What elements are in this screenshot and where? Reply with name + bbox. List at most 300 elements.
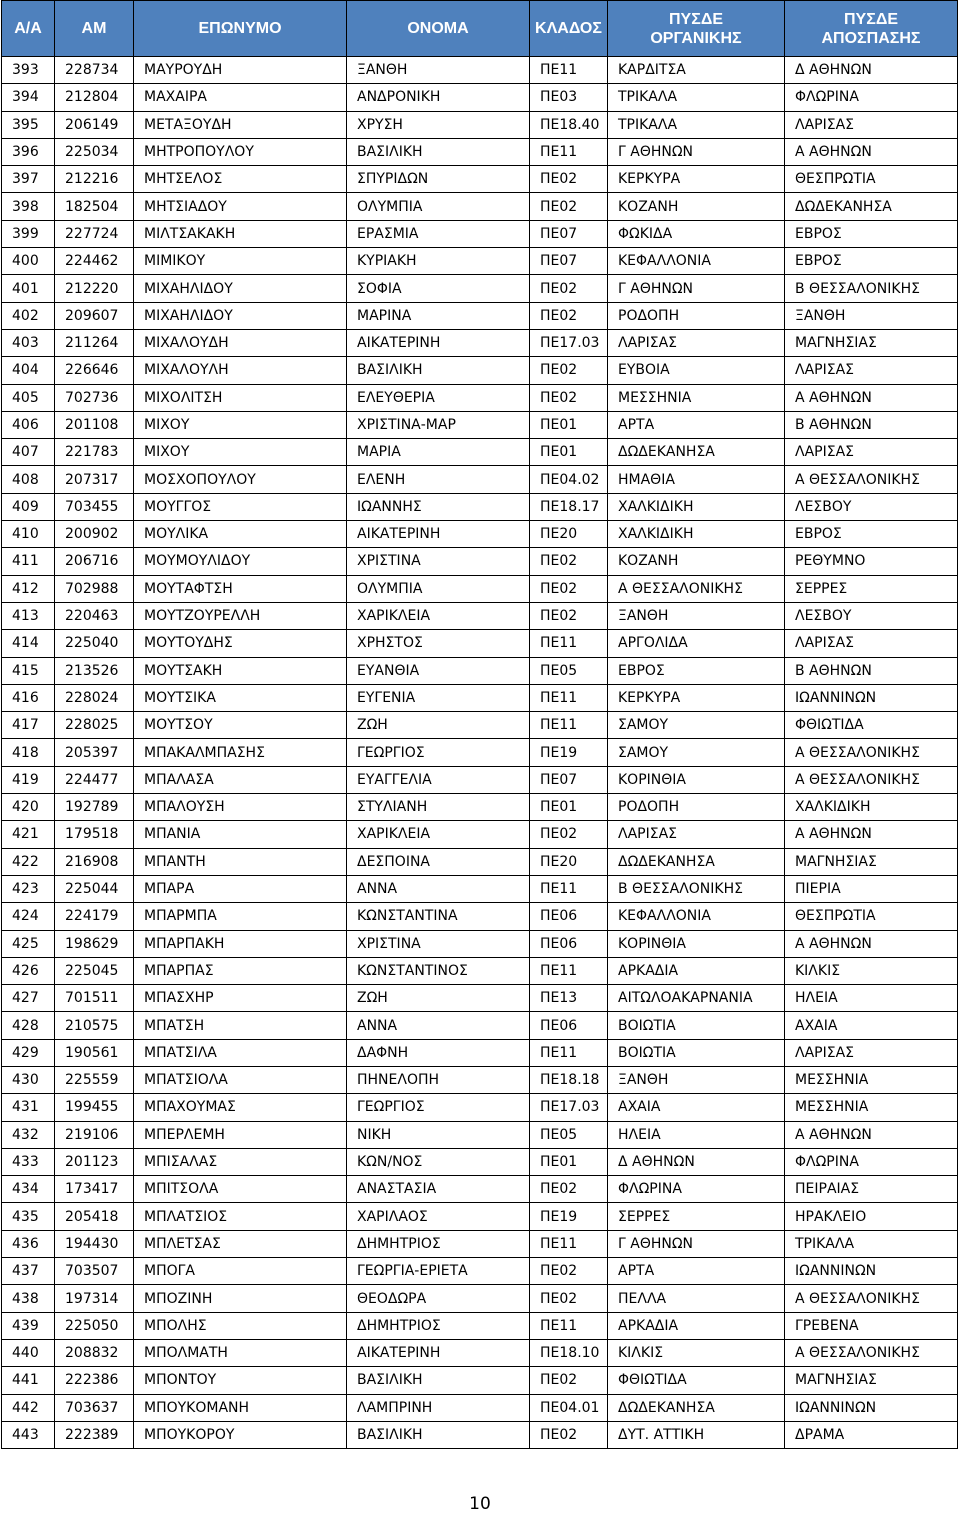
cell-klados: ΠΕ18.40 [530, 111, 608, 138]
cell-aa: 396 [2, 138, 55, 165]
cell-aa: 442 [2, 1394, 55, 1421]
cell-pysde-apospasis: ΗΡΑΚΛΕΙΟ [785, 1203, 958, 1230]
cell-onoma: ΠΗΝΕΛΟΠΗ [347, 1066, 530, 1093]
table-row [2, 1421, 958, 1448]
cell-am: 228734 [55, 57, 134, 84]
cell-aa: 443 [2, 1421, 55, 1448]
cell-aa: 414 [2, 630, 55, 657]
header-pysde-organikis-line1: ΠΥΣΔΕ [668, 10, 723, 28]
cell-aa: 425 [2, 930, 55, 957]
cell-am: 198629 [55, 930, 134, 957]
cell-pysde-organikis: ΒΟΙΩΤΙΑ [608, 1039, 785, 1066]
table-row [2, 766, 958, 793]
cell-klados: ΠΕ11 [530, 630, 608, 657]
cell-aa: 441 [2, 1367, 55, 1394]
cell-pysde-organikis: ΚΟΡΙΝΘΙΑ [608, 766, 785, 793]
cell-aa: 401 [2, 275, 55, 302]
cell-am: 219106 [55, 1121, 134, 1148]
cell-pysde-apospasis: ΑΧΑΙΑ [785, 1012, 958, 1039]
cell-klados: ΠΕ18.18 [530, 1066, 608, 1093]
cell-pysde-apospasis: Α ΑΘΗΝΩΝ [785, 384, 958, 411]
cell-am: 221783 [55, 439, 134, 466]
table-row [2, 248, 958, 275]
cell-pysde-apospasis: ΔΡΑΜΑ [785, 1421, 958, 1448]
cell-aa: 435 [2, 1203, 55, 1230]
cell-eponymo: ΜΠΕΡΛΕΜΗ [134, 1121, 347, 1148]
cell-pysde-apospasis: ΦΛΩΡΙΝΑ [785, 84, 958, 111]
cell-am: 225045 [55, 957, 134, 984]
table-row [2, 1394, 958, 1421]
cell-am: 703637 [55, 1394, 134, 1421]
cell-eponymo: ΜΟΥΤΑΦΤΣΗ [134, 575, 347, 602]
cell-onoma: ΕΛΕΝΗ [347, 466, 530, 493]
cell-klados: ΠΕ02 [530, 575, 608, 602]
cell-am: 207317 [55, 466, 134, 493]
cell-eponymo: ΜΟΥΓΓΟΣ [134, 493, 347, 520]
table-row [2, 1312, 958, 1339]
cell-klados: ΠΕ07 [530, 220, 608, 247]
cell-aa: 430 [2, 1066, 55, 1093]
cell-pysde-apospasis: Β ΑΘΗΝΩΝ [785, 411, 958, 438]
cell-am: 703455 [55, 493, 134, 520]
cell-pysde-apospasis: Β ΑΘΗΝΩΝ [785, 657, 958, 684]
header-klados: ΚΛΑΔΟΣ [530, 1, 608, 57]
cell-am: 213526 [55, 657, 134, 684]
cell-pysde-organikis: ΛΑΡΙΣΑΣ [608, 329, 785, 356]
cell-pysde-apospasis: ΗΛΕΙΑ [785, 985, 958, 1012]
cell-pysde-organikis: ΚΙΛΚΙΣ [608, 1339, 785, 1366]
header-pysde-organikis [608, 1, 785, 57]
cell-klados: ΠΕ11 [530, 1039, 608, 1066]
cell-eponymo: ΜΠΑΡΜΠΑ [134, 903, 347, 930]
cell-aa: 403 [2, 329, 55, 356]
table-body [2, 57, 958, 1449]
cell-pysde-organikis: ΚΕΡΚΥΡΑ [608, 166, 785, 193]
cell-onoma: ΒΑΣΙΛΙΚΗ [347, 138, 530, 165]
cell-am: 703507 [55, 1258, 134, 1285]
cell-pysde-apospasis: ΜΕΣΣΗΝΙΑ [785, 1094, 958, 1121]
cell-pysde-apospasis: Α ΑΘΗΝΩΝ [785, 1121, 958, 1148]
cell-onoma: ΑΝΔΡΟΝΙΚΗ [347, 84, 530, 111]
cell-aa: 426 [2, 957, 55, 984]
table-row [2, 1258, 958, 1285]
cell-pysde-organikis: ΔΥΤ. ΑΤΤΙΚΗ [608, 1421, 785, 1448]
table-row [2, 1285, 958, 1312]
cell-pysde-organikis: Β ΘΕΣΣΑΛΟΝΙΚΗΣ [608, 875, 785, 902]
cell-klados: ΠΕ06 [530, 1012, 608, 1039]
cell-am: 182504 [55, 193, 134, 220]
cell-aa: 416 [2, 684, 55, 711]
cell-eponymo: ΜΠΙΤΣΟΛΑ [134, 1176, 347, 1203]
cell-am: 226646 [55, 357, 134, 384]
cell-am: 205418 [55, 1203, 134, 1230]
cell-aa: 415 [2, 657, 55, 684]
cell-aa: 409 [2, 493, 55, 520]
cell-onoma: ΚΩΝ/ΝΟΣ [347, 1148, 530, 1175]
cell-eponymo: ΜΙΧΑΛΟΥΛΗ [134, 357, 347, 384]
cell-eponymo: ΜΕΤΑΞΟΥΔΗ [134, 111, 347, 138]
cell-pysde-apospasis: Α ΘΕΣΣΑΛΟΝΙΚΗΣ [785, 1285, 958, 1312]
cell-am: 201108 [55, 411, 134, 438]
cell-pysde-organikis: Α ΘΕΣΣΑΛΟΝΙΚΗΣ [608, 575, 785, 602]
cell-klados: ΠΕ02 [530, 1285, 608, 1312]
cell-onoma: ΕΥΓΕΝΙΑ [347, 684, 530, 711]
cell-onoma: ΧΡΙΣΤΙΝΑ [347, 930, 530, 957]
table-row [2, 1148, 958, 1175]
cell-klados: ΠΕ02 [530, 357, 608, 384]
cell-am: 225044 [55, 875, 134, 902]
table-row [2, 84, 958, 111]
cell-aa: 419 [2, 766, 55, 793]
cell-eponymo: ΜΠΟΓΑ [134, 1258, 347, 1285]
cell-eponymo: ΜΠΟΝΤΟΥ [134, 1367, 347, 1394]
cell-onoma: ΛΑΜΠΡΙΝΗ [347, 1394, 530, 1421]
header-aa: Α/Α [2, 1, 55, 57]
cell-pysde-organikis: ΕΥΒΟΙΑ [608, 357, 785, 384]
table-row [2, 138, 958, 165]
cell-aa: 407 [2, 439, 55, 466]
cell-onoma: ΜΑΡΙΑ [347, 439, 530, 466]
table-row [2, 1367, 958, 1394]
cell-pysde-organikis: ΛΑΡΙΣΑΣ [608, 821, 785, 848]
cell-onoma: ΜΑΡΙΝΑ [347, 302, 530, 329]
table-row [2, 821, 958, 848]
cell-klados: ΠΕ02 [530, 1176, 608, 1203]
cell-pysde-organikis: Γ ΑΘΗΝΩΝ [608, 275, 785, 302]
cell-pysde-apospasis: Α ΑΘΗΝΩΝ [785, 821, 958, 848]
cell-am: 206716 [55, 548, 134, 575]
cell-onoma: ΚΥΡΙΑΚΗ [347, 248, 530, 275]
cell-am: 212220 [55, 275, 134, 302]
cell-eponymo: ΜΙΜΙΚΟΥ [134, 248, 347, 275]
table-header [2, 1, 958, 57]
cell-pysde-apospasis: Α ΘΕΣΣΑΛΟΝΙΚΗΣ [785, 466, 958, 493]
cell-am: 225050 [55, 1312, 134, 1339]
cell-onoma: ΝΙΚΗ [347, 1121, 530, 1148]
cell-eponymo: ΜΟΥΤΣΟΥ [134, 712, 347, 739]
table-row [2, 712, 958, 739]
cell-klados: ΠΕ02 [530, 166, 608, 193]
cell-pysde-organikis: ΔΩΔΕΚΑΝΗΣΑ [608, 848, 785, 875]
cell-pysde-apospasis: ΛΕΣΒΟΥ [785, 602, 958, 629]
cell-klados: ΠΕ01 [530, 439, 608, 466]
cell-klados: ΠΕ19 [530, 739, 608, 766]
cell-am: 200902 [55, 521, 134, 548]
cell-pysde-apospasis: Α ΘΕΣΣΑΛΟΝΙΚΗΣ [785, 1339, 958, 1366]
table-row [2, 657, 958, 684]
teacher-list-table-container [1, 0, 957, 1449]
cell-onoma: ΘΕΟΔΩΡΑ [347, 1285, 530, 1312]
cell-pysde-apospasis: ΕΒΡΟΣ [785, 220, 958, 247]
cell-eponymo: ΜΠΑΤΣΗ [134, 1012, 347, 1039]
cell-klados: ΠΕ17.03 [530, 329, 608, 356]
cell-klados: ΠΕ11 [530, 1230, 608, 1257]
cell-pysde-apospasis: Α ΑΘΗΝΩΝ [785, 138, 958, 165]
table-row [2, 794, 958, 821]
cell-pysde-organikis: ΠΕΛΛΑ [608, 1285, 785, 1312]
table-row [2, 875, 958, 902]
table-row [2, 630, 958, 657]
cell-am: 192789 [55, 794, 134, 821]
cell-am: 208832 [55, 1339, 134, 1366]
header-am: ΑΜ [55, 1, 134, 57]
cell-eponymo: ΜΗΤΣΕΛΟΣ [134, 166, 347, 193]
cell-pysde-organikis: ΤΡΙΚΑΛΑ [608, 84, 785, 111]
table-row [2, 1230, 958, 1257]
cell-klados: ΠΕ01 [530, 1148, 608, 1175]
table-row [2, 575, 958, 602]
cell-pysde-organikis: ΑΡΚΑΔΙΑ [608, 1312, 785, 1339]
cell-aa: 410 [2, 521, 55, 548]
cell-am: 227724 [55, 220, 134, 247]
cell-onoma: ΒΑΣΙΛΙΚΗ [347, 357, 530, 384]
cell-klados: ΠΕ20 [530, 521, 608, 548]
cell-onoma: ΓΕΩΡΓΙΑ-ΕΡΙΕΤΑ [347, 1258, 530, 1285]
cell-klados: ΠΕ11 [530, 875, 608, 902]
table-row [2, 220, 958, 247]
cell-eponymo: ΜΟΣΧΟΠΟΥΛΟΥ [134, 466, 347, 493]
cell-am: 222389 [55, 1421, 134, 1448]
cell-pysde-apospasis: Δ ΑΘΗΝΩΝ [785, 57, 958, 84]
cell-onoma: ΣΠΥΡΙΔΩΝ [347, 166, 530, 193]
cell-pysde-organikis: ΡΟΔΟΠΗ [608, 794, 785, 821]
cell-pysde-apospasis: ΛΑΡΙΣΑΣ [785, 357, 958, 384]
cell-aa: 428 [2, 1012, 55, 1039]
header-eponymo: ΕΠΩΝΥΜΟ [134, 1, 347, 57]
cell-eponymo: ΜΠΟΛΗΣ [134, 1312, 347, 1339]
cell-am: 224179 [55, 903, 134, 930]
header-pysde-apospasis [785, 1, 958, 57]
cell-pysde-apospasis: ΛΑΡΙΣΑΣ [785, 439, 958, 466]
cell-pysde-apospasis: Β ΘΕΣΣΑΛΟΝΙΚΗΣ [785, 275, 958, 302]
cell-am: 702988 [55, 575, 134, 602]
cell-onoma: ΓΕΩΡΓΙΟΣ [347, 739, 530, 766]
cell-pysde-apospasis: ΕΒΡΟΣ [785, 521, 958, 548]
cell-eponymo: ΜΠΙΣΑΛΑΣ [134, 1148, 347, 1175]
cell-klados: ΠΕ02 [530, 602, 608, 629]
cell-pysde-apospasis: ΓΡΕΒΕΝΑ [785, 1312, 958, 1339]
header-pysde-apospasis-line1: ΠΥΣΔΕ [844, 10, 898, 28]
cell-eponymo: ΜΗΤΡΟΠΟΥΛΟΥ [134, 138, 347, 165]
cell-aa: 397 [2, 166, 55, 193]
cell-onoma: ΑΝΝΑ [347, 1012, 530, 1039]
cell-eponymo: ΜΙΧΑΛΟΥΔΗ [134, 329, 347, 356]
cell-pysde-organikis: ΦΩΚΙΔΑ [608, 220, 785, 247]
cell-am: 205397 [55, 739, 134, 766]
cell-onoma: ΕΥΑΝΘΙΑ [347, 657, 530, 684]
cell-pysde-apospasis: ΞΑΝΘΗ [785, 302, 958, 329]
cell-am: 224462 [55, 248, 134, 275]
cell-am: 201123 [55, 1148, 134, 1175]
cell-onoma: ΑΙΚΑΤΕΡΙΝΗ [347, 329, 530, 356]
cell-pysde-organikis: ΚΑΡΔΙΤΣΑ [608, 57, 785, 84]
cell-eponymo: ΜΟΥΤΖΟΥΡΕΛΛΗ [134, 602, 347, 629]
cell-am: 212216 [55, 166, 134, 193]
cell-onoma: ΒΑΣΙΛΙΚΗ [347, 1421, 530, 1448]
cell-onoma: ΚΩΝΣΤΑΝΤΙΝΑ [347, 903, 530, 930]
cell-pysde-apospasis: ΙΩΑΝΝΙΝΩΝ [785, 1258, 958, 1285]
cell-klados: ΠΕ11 [530, 57, 608, 84]
header-pysde-apospasis-line2: ΑΠΟΣΠΑΣΗΣ [821, 29, 921, 47]
cell-am: 702736 [55, 384, 134, 411]
cell-pysde-organikis: ΑΡΤΑ [608, 1258, 785, 1285]
cell-onoma: ΧΑΡΙΛΑΟΣ [347, 1203, 530, 1230]
table-row [2, 1121, 958, 1148]
cell-am: 197314 [55, 1285, 134, 1312]
cell-aa: 433 [2, 1148, 55, 1175]
teacher-list-table [1, 0, 958, 1449]
cell-pysde-apospasis: ΕΒΡΟΣ [785, 248, 958, 275]
cell-aa: 394 [2, 84, 55, 111]
cell-aa: 422 [2, 848, 55, 875]
cell-onoma: ΓΕΩΡΓΙΟΣ [347, 1094, 530, 1121]
cell-aa: 434 [2, 1176, 55, 1203]
cell-onoma: ΧΑΡΙΚΛΕΙΑ [347, 821, 530, 848]
table-row [2, 411, 958, 438]
cell-onoma: ΙΩΑΝΝΗΣ [347, 493, 530, 520]
cell-klados: ΠΕ03 [530, 84, 608, 111]
table-row [2, 848, 958, 875]
cell-aa: 423 [2, 875, 55, 902]
cell-am: 209607 [55, 302, 134, 329]
cell-pysde-apospasis: ΛΑΡΙΣΑΣ [785, 111, 958, 138]
cell-eponymo: ΜΠΟΖΙΝΗ [134, 1285, 347, 1312]
cell-klados: ΠΕ11 [530, 957, 608, 984]
cell-aa: 437 [2, 1258, 55, 1285]
cell-aa: 431 [2, 1094, 55, 1121]
cell-eponymo: ΜΠΑΚΑΛΜΠΑΣΗΣ [134, 739, 347, 766]
cell-aa: 427 [2, 985, 55, 1012]
table-row [2, 357, 958, 384]
table-row [2, 930, 958, 957]
cell-pysde-organikis: ΡΟΔΟΠΗ [608, 302, 785, 329]
cell-eponymo: ΜΙΛΤΣΑΚΑΚΗ [134, 220, 347, 247]
cell-pysde-apospasis: ΙΩΑΝΝΙΝΩΝ [785, 684, 958, 711]
cell-am: 173417 [55, 1176, 134, 1203]
cell-am: 701511 [55, 985, 134, 1012]
cell-pysde-organikis: ΣΕΡΡΕΣ [608, 1203, 785, 1230]
cell-klados: ΠΕ02 [530, 384, 608, 411]
cell-klados: ΠΕ11 [530, 1312, 608, 1339]
cell-aa: 440 [2, 1339, 55, 1366]
page-number: 10 [469, 1494, 491, 1514]
cell-eponymo: ΜΟΥΤΣΑΚΗ [134, 657, 347, 684]
cell-pysde-organikis: ΞΑΝΘΗ [608, 1066, 785, 1093]
cell-pysde-organikis: ΚΕΦΑΛΛΟΝΙΑ [608, 903, 785, 930]
cell-eponymo: ΜΟΥΜΟΥΛΙΔΟΥ [134, 548, 347, 575]
cell-eponymo: ΜΠΑΝΙΑ [134, 821, 347, 848]
cell-eponymo: ΜΑΥΡΟΥΔΗ [134, 57, 347, 84]
cell-pysde-apospasis: ΠΙΕΡΙΑ [785, 875, 958, 902]
cell-onoma: ΟΛΥΜΠΙΑ [347, 575, 530, 602]
cell-eponymo: ΜΠΛΑΤΣΙΟΣ [134, 1203, 347, 1230]
cell-pysde-organikis: ΞΑΝΘΗ [608, 602, 785, 629]
table-row [2, 602, 958, 629]
header-pysde-organikis-line2: ΟΡΓΑΝΙΚΗΣ [650, 29, 742, 47]
cell-eponymo: ΜΠΑΝΤΗ [134, 848, 347, 875]
cell-pysde-apospasis: ΛΑΡΙΣΑΣ [785, 630, 958, 657]
cell-eponymo: ΜΠΟΥΚΟΡΟΥ [134, 1421, 347, 1448]
cell-onoma: ΟΛΥΜΠΙΑ [347, 193, 530, 220]
cell-pysde-organikis: ΚΟΖΑΝΗ [608, 548, 785, 575]
table-row [2, 302, 958, 329]
cell-pysde-apospasis: ΛΑΡΙΣΑΣ [785, 1039, 958, 1066]
cell-eponymo: ΜΠΑΡΠΑΣ [134, 957, 347, 984]
cell-klados: ΠΕ01 [530, 411, 608, 438]
cell-klados: ΠΕ18.17 [530, 493, 608, 520]
cell-eponymo: ΜΠΑΧΟΥΜΑΣ [134, 1094, 347, 1121]
cell-pysde-organikis: Γ ΑΘΗΝΩΝ [608, 138, 785, 165]
cell-onoma: ΔΕΣΠΟΙΝΑ [347, 848, 530, 875]
cell-pysde-apospasis: ΜΑΓΝΗΣΙΑΣ [785, 329, 958, 356]
cell-pysde-apospasis: ΜΕΣΣΗΝΙΑ [785, 1066, 958, 1093]
cell-aa: 408 [2, 466, 55, 493]
cell-pysde-apospasis: Α ΘΕΣΣΑΛΟΝΙΚΗΣ [785, 766, 958, 793]
cell-eponymo: ΜΠΑΤΣΙΛΑ [134, 1039, 347, 1066]
cell-onoma: ΣΤΥΛΙΑΝΗ [347, 794, 530, 821]
cell-am: 228024 [55, 684, 134, 711]
header-row [2, 1, 958, 57]
cell-eponymo: ΜΟΥΤΣΙΚΑ [134, 684, 347, 711]
cell-pysde-organikis: ΧΑΛΚΙΔΙΚΗ [608, 521, 785, 548]
table-row [2, 1094, 958, 1121]
table-row [2, 903, 958, 930]
cell-eponymo: ΜΠΑΣΧΗΡ [134, 985, 347, 1012]
table-row [2, 166, 958, 193]
cell-eponymo: ΜΠΛΕΤΣΑΣ [134, 1230, 347, 1257]
cell-am: 224477 [55, 766, 134, 793]
cell-pysde-apospasis: Α ΑΘΗΝΩΝ [785, 930, 958, 957]
cell-eponymo: ΜΠΟΥΚΟΜΑΝΗ [134, 1394, 347, 1421]
cell-am: 210575 [55, 1012, 134, 1039]
cell-eponymo: ΜΙΧΟΥ [134, 411, 347, 438]
cell-pysde-apospasis: ΚΙΛΚΙΣ [785, 957, 958, 984]
cell-eponymo: ΜΠΑΡΠΑΚΗ [134, 930, 347, 957]
cell-pysde-organikis: ΗΜΑΘΙΑ [608, 466, 785, 493]
cell-klados: ΠΕ11 [530, 712, 608, 739]
cell-pysde-apospasis: ΜΑΓΝΗΣΙΑΣ [785, 1367, 958, 1394]
cell-pysde-apospasis: ΣΕΡΡΕΣ [785, 575, 958, 602]
cell-pysde-apospasis: ΔΩΔΕΚΑΝΗΣΑ [785, 193, 958, 220]
cell-pysde-apospasis: ΜΑΓΝΗΣΙΑΣ [785, 848, 958, 875]
cell-pysde-organikis: ΦΘΙΩΤΙΔΑ [608, 1367, 785, 1394]
cell-onoma: ΚΩΝΣΤΑΝΤΙΝΟΣ [347, 957, 530, 984]
cell-klados: ΠΕ19 [530, 1203, 608, 1230]
table-row [2, 1203, 958, 1230]
cell-pysde-organikis: ΚΕΦΑΛΛΟΝΙΑ [608, 248, 785, 275]
cell-pysde-apospasis: ΛΕΣΒΟΥ [785, 493, 958, 520]
header-onoma: ΟΝΟΜΑ [347, 1, 530, 57]
cell-am: 190561 [55, 1039, 134, 1066]
cell-klados: ΠΕ17.03 [530, 1094, 608, 1121]
cell-klados: ΠΕ02 [530, 821, 608, 848]
cell-eponymo: ΜΙΧΑΗΛΙΔΟΥ [134, 302, 347, 329]
cell-aa: 438 [2, 1285, 55, 1312]
cell-pysde-apospasis: ΘΕΣΠΡΩΤΙΑ [785, 166, 958, 193]
cell-pysde-organikis: ΔΩΔΕΚΑΝΗΣΑ [608, 439, 785, 466]
cell-pysde-organikis: ΚΟΡΙΝΘΙΑ [608, 930, 785, 957]
cell-aa: 413 [2, 602, 55, 629]
table-row [2, 111, 958, 138]
cell-aa: 418 [2, 739, 55, 766]
cell-pysde-apospasis: ΦΛΩΡΙΝΑ [785, 1148, 958, 1175]
cell-pysde-organikis: ΣΑΜΟΥ [608, 739, 785, 766]
table-row [2, 739, 958, 766]
cell-aa: 400 [2, 248, 55, 275]
cell-eponymo: ΜΠΑΤΣΙΟΛΑ [134, 1066, 347, 1093]
cell-klados: ΠΕ04.01 [530, 1394, 608, 1421]
cell-pysde-organikis: ΑΧΑΙΑ [608, 1094, 785, 1121]
